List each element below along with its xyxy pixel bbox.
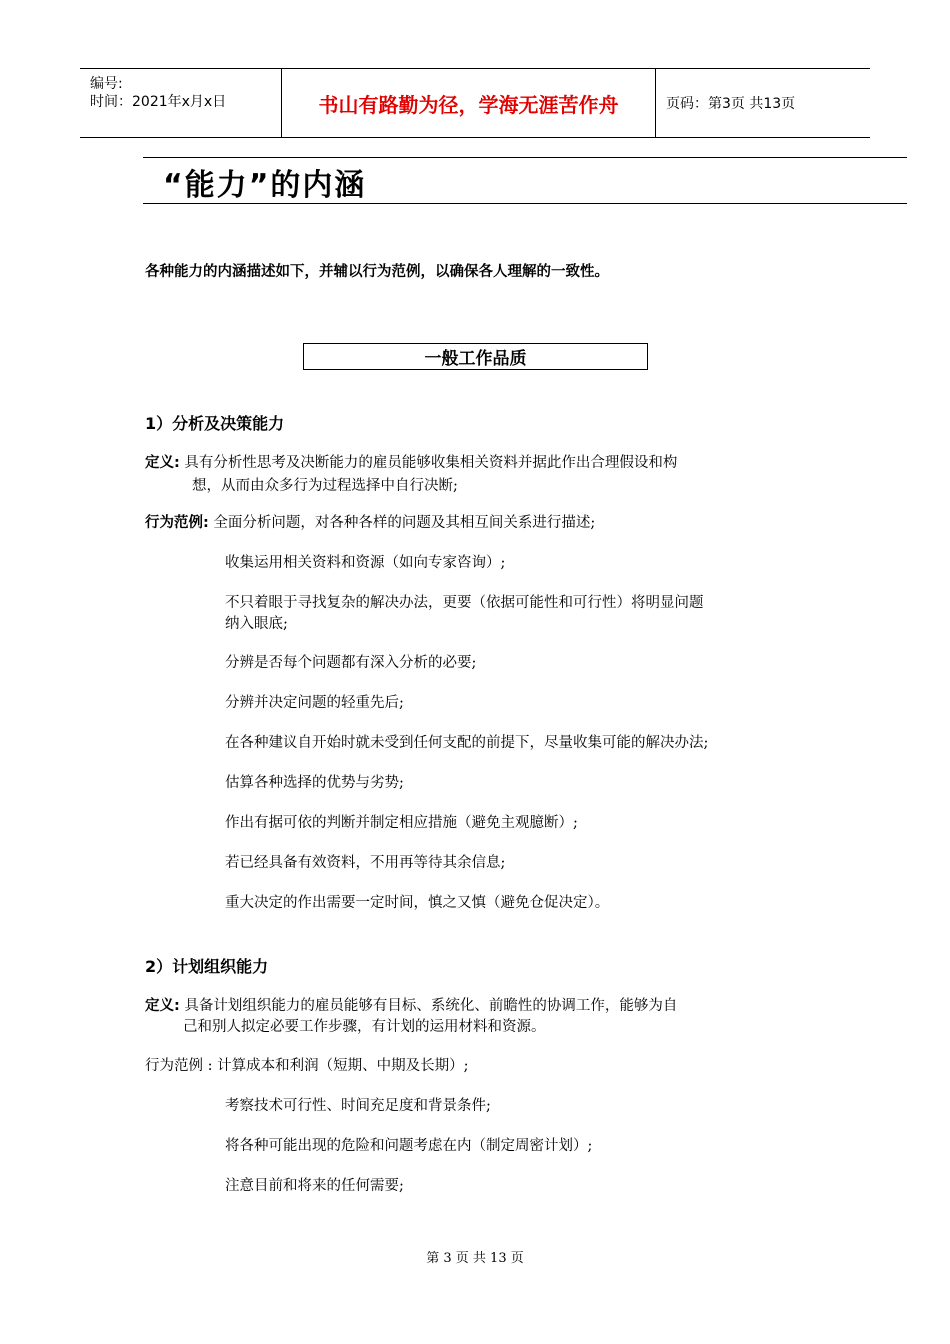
- list-item: 纳入眼底;: [225, 616, 288, 632]
- list-item: 注意目前和将来的任何需要;: [225, 1178, 404, 1194]
- section2-definition: [145, 995, 677, 1018]
- list-item: 将各种可能出现的危险和问题考虑在内（制定周密计划）;: [225, 1138, 593, 1154]
- examples-label: 行为范例:: [145, 515, 209, 531]
- example-first: 全面分析问题，对各种各样的问题及其相互间关系进行描述;: [213, 515, 596, 531]
- list-item: 若已经具备有效资料，不用再等待其余信息;: [225, 855, 506, 871]
- examples-label: 行为范例 :: [145, 1058, 213, 1074]
- definition-label: 定义:: [145, 998, 180, 1014]
- number-label: 编号:: [90, 76, 123, 92]
- list-item: 估算各种选择的优势与劣势;: [225, 775, 404, 791]
- document-title: “能力”的内涵: [163, 168, 367, 203]
- list-item: 分辨是否每个问题都有深入分析的必要;: [225, 655, 477, 671]
- section-box-title: 一般工作品质: [303, 343, 648, 370]
- section2-heading: 2）计划组织能力: [145, 957, 269, 976]
- time-label: 时间：2021年x月x日: [90, 94, 227, 110]
- header-page-info: 页码：第3页 共13页: [666, 96, 796, 112]
- list-item: 重大决定的作出需要一定时间，慎之又慎（避免仓促决定）。: [225, 895, 610, 911]
- intro-text: 各种能力的内涵描述如下，并辅以行为范例，以确保各人理解的一致性。: [145, 264, 609, 280]
- section1-definition: [145, 452, 677, 475]
- list-item: 收集运用相关资料和资源（如向专家咨询）;: [225, 555, 506, 571]
- example-first: 计算成本和利润（短期、中期及长期）;: [217, 1058, 469, 1074]
- definition-line1: 具有分析性思考及决断能力的雇员能够收集相关资料并据此作出合理假设和构: [184, 455, 678, 471]
- definition-line2: 想，从而由众多行为过程选择中自行决断;: [192, 478, 458, 494]
- section1-heading: 1）分析及决策能力: [145, 414, 285, 433]
- header-meta: [80, 69, 280, 137]
- section2-examples: [145, 1055, 469, 1078]
- header-motto: 书山有路勤为径，学海无涯苦作舟: [281, 69, 656, 137]
- definition-label: 定义:: [145, 455, 180, 471]
- page-header: [80, 68, 870, 138]
- definition-line1: 具备计划组织能力的雇员能够有目标、系统化、前瞻性的协调工作，能够为自: [184, 998, 678, 1014]
- page-footer: 第 3 页 共 13 页: [426, 1251, 524, 1266]
- document-title-box: [143, 157, 907, 204]
- list-item: 作出有据可依的判断并制定相应措施（避免主观臆断）;: [225, 815, 578, 831]
- list-item: 在各种建议自开始时就未受到任何支配的前提下，尽量收集可能的解决办法;: [225, 735, 709, 751]
- list-item: 分辨并决定问题的轻重先后;: [225, 695, 404, 711]
- list-item: 不只着眼于寻找复杂的解决办法，更要（依据可能性和可行性）将明显问题: [225, 595, 704, 611]
- section1-examples: [145, 512, 595, 535]
- list-item: 考察技术可行性、时间充足度和背景条件;: [225, 1098, 491, 1114]
- definition-line2: 己和别人拟定必要工作步骤，有计划的运用材料和资源。: [183, 1019, 546, 1035]
